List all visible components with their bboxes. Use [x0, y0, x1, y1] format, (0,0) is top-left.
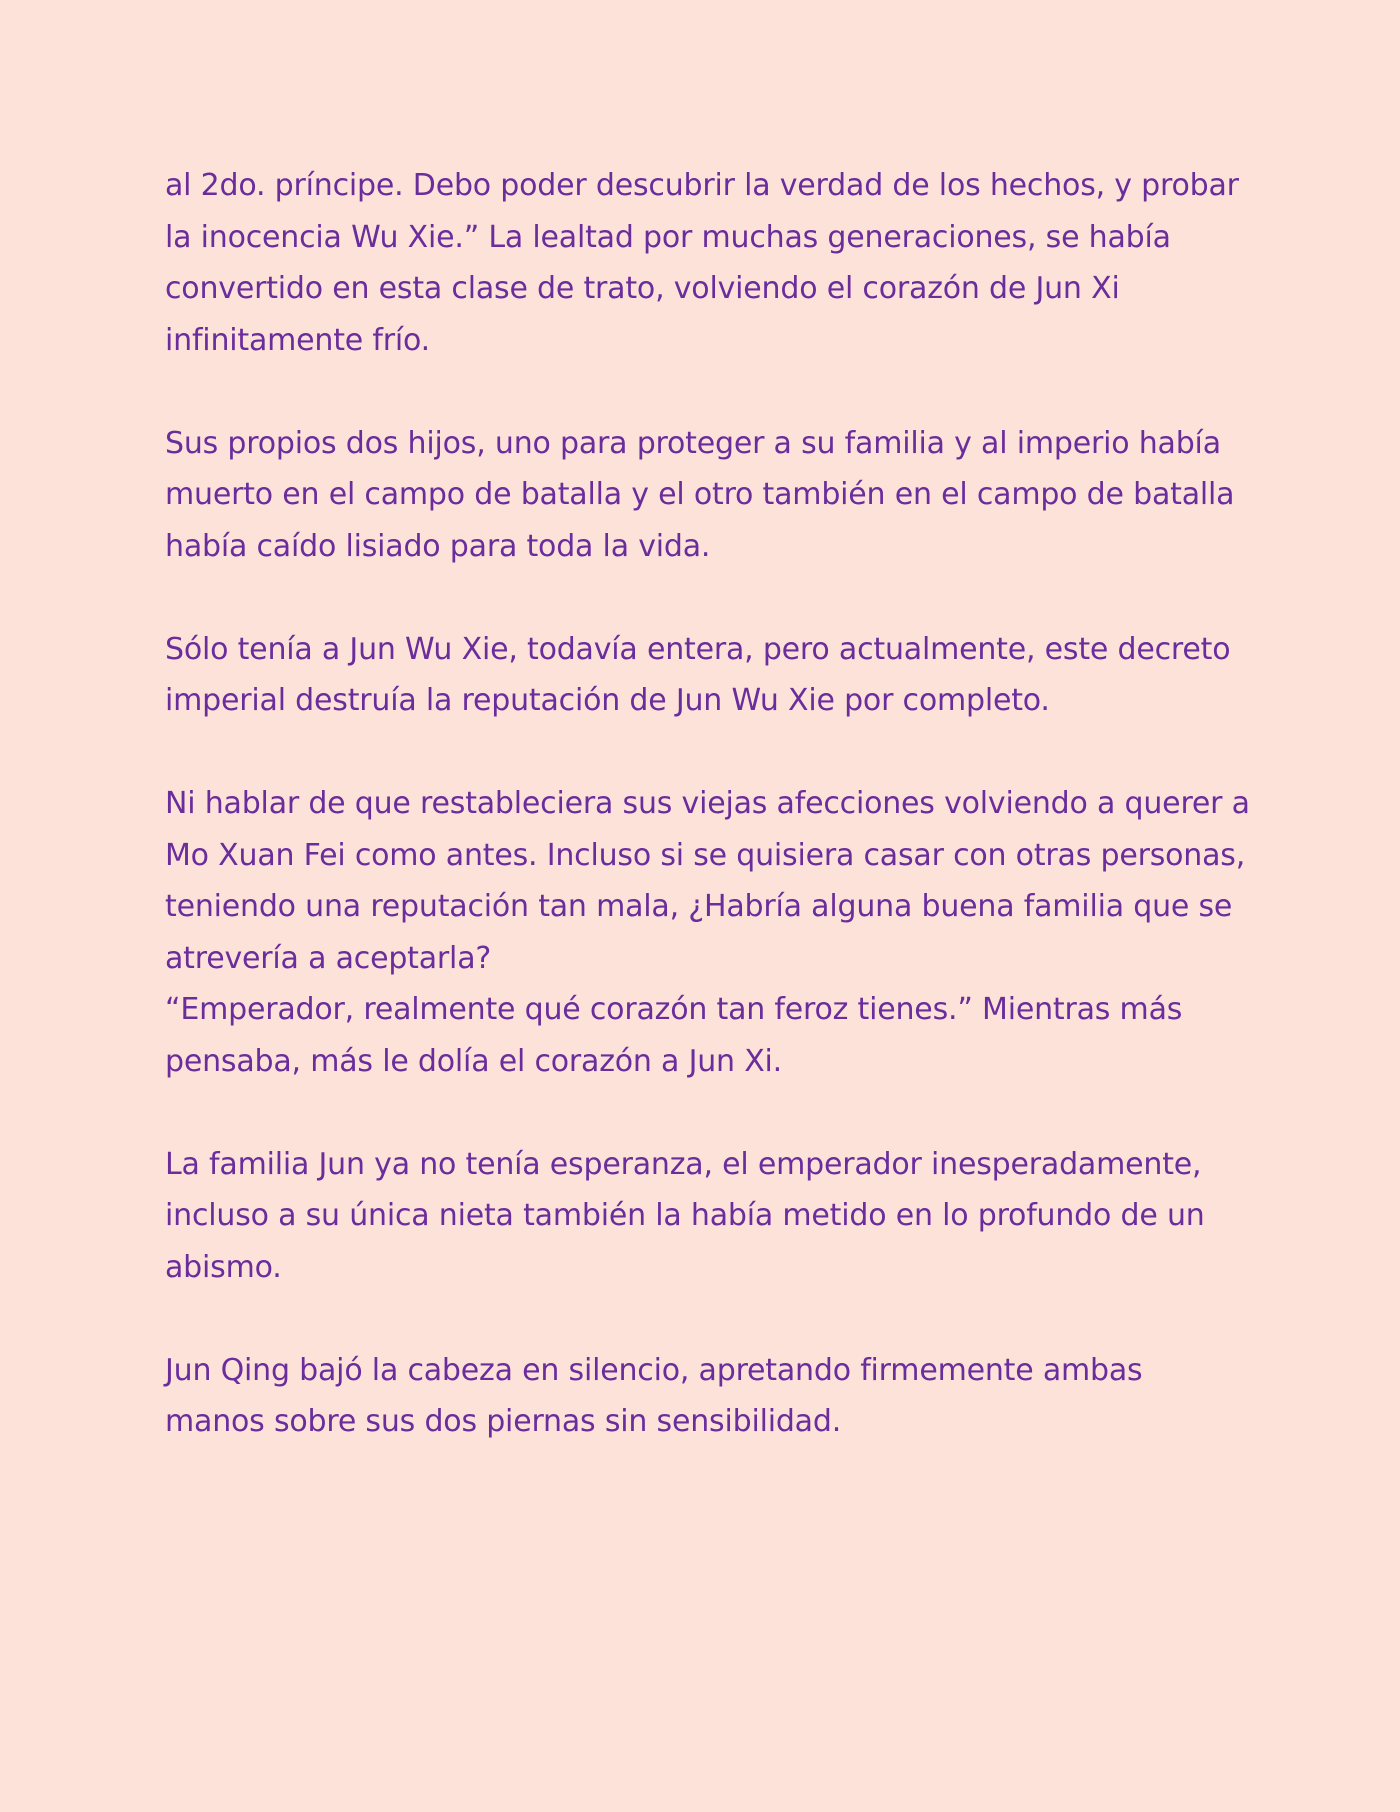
text-line: muerto en el campo de batalla y el otro también en el campo de batalla — [165, 477, 1235, 512]
paragraph — [165, 1139, 1285, 1294]
text-line: “Emperador, realmente qué corazón tan feroz tienes.” Mientras más — [165, 992, 1183, 1027]
paragraph — [165, 160, 1285, 366]
text-line: abismo. — [165, 1249, 282, 1285]
text-line: imperial destruía la reputación de Jun Wu Xie por completo. — [165, 683, 1050, 718]
text-line: incluso a su única nieta también la había metido en lo profundo de un — [165, 1198, 1205, 1233]
text-line: Sólo tenía a Jun Wu Xie, todavía entera, pero actualmente, este decreto — [165, 631, 1231, 667]
text-line: Sus propios dos hijos, uno para proteger a su familia y al imperio había — [165, 425, 1221, 461]
text-line: atrevería a aceptarla? — [165, 940, 492, 976]
text-line: Mo Xuan Fei como antes. Incluso si se quisiera casar con otras personas, — [165, 837, 1246, 873]
paragraph — [165, 778, 1285, 1087]
text-line: pensaba, más le dolía el corazón a Jun Xi. — [165, 1043, 783, 1079]
text-line: Ni hablar de que restableciera sus viejas afecciones volviendo a querer a — [165, 786, 1250, 821]
paragraph-gap — [165, 1293, 1285, 1345]
paragraph-gap — [165, 572, 1285, 624]
text-line: teniendo una reputación tan mala, ¿Habría alguna buena familia que se — [165, 889, 1233, 924]
paragraph-gap — [165, 1087, 1285, 1139]
text-line: al 2do. príncipe. Debo poder descubrir la verdad de los hechos, y probar — [165, 168, 1239, 203]
paragraph-gap — [165, 727, 1285, 779]
document-page — [165, 160, 1285, 1448]
paragraph — [165, 1345, 1285, 1448]
paragraph-gap — [165, 366, 1285, 418]
text-line: Jun Qing bajó la cabeza en silencio, apretando firmemente ambas — [165, 1352, 1143, 1388]
text-line: La familia Jun ya no tenía esperanza, el emperador inesperadamente, — [165, 1146, 1202, 1182]
paragraph — [165, 624, 1285, 727]
text-line: había caído lisiado para toda la vida. — [165, 528, 711, 564]
text-line: la inocencia Wu Xie.” La lealtad por muchas generaciones, se había — [165, 219, 1171, 255]
paragraph — [165, 418, 1285, 573]
text-line: infinitamente frío. — [165, 322, 430, 358]
text-line: manos sobre sus dos piernas sin sensibilidad. — [165, 1404, 842, 1439]
text-line: convertido en esta clase de trato, volviendo el corazón de Jun Xi — [165, 271, 1120, 306]
